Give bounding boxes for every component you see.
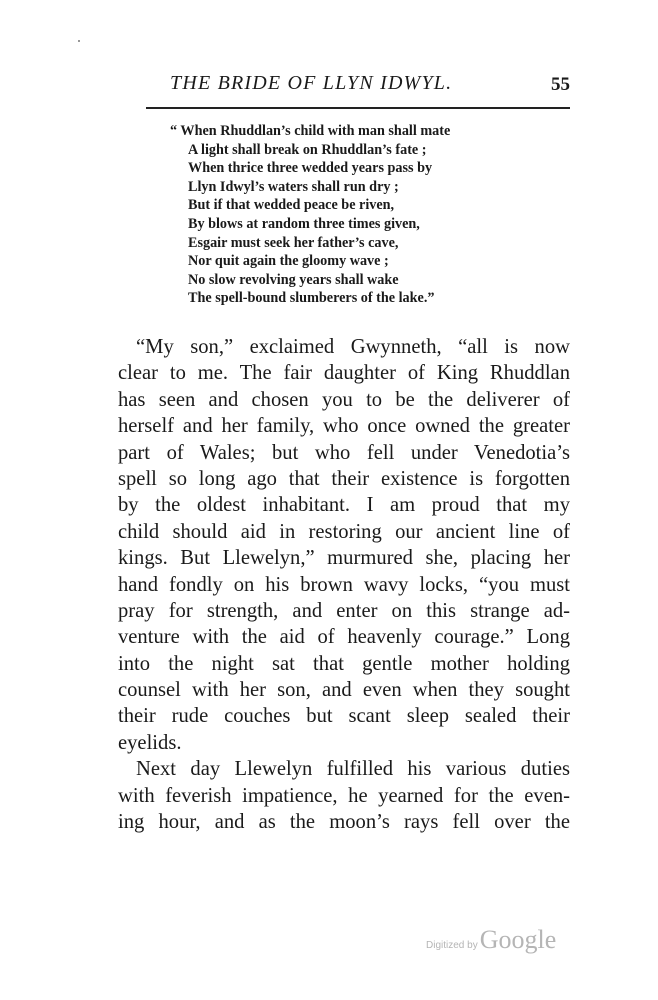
poem-line: The spell-bound slumberers of the lake.” — [188, 290, 435, 307]
body-line-text: hand fondly on his brown wavy locks, “you must — [118, 573, 570, 596]
body-line — [118, 651, 570, 677]
poem-line: Llyn Idwyl’s waters shall run dry ; — [188, 178, 399, 195]
body-line-text: Next day Llewelyn fulfilled his various duties — [136, 758, 570, 781]
poem-line: But if that wedded peace be riven, — [188, 197, 395, 214]
body-line — [118, 387, 570, 413]
body-line-text: “My son,” exclaimed Gwynneth, “all is now — [136, 336, 570, 358]
body-line-text: eyelids. — [118, 731, 182, 754]
poem-line: No slow revolving years shall wake — [188, 271, 399, 288]
body-line — [118, 440, 570, 466]
page-number: 55 — [551, 74, 570, 95]
body-line-text: their rude couches but scant sleep sealed their — [118, 705, 570, 728]
body-line — [118, 703, 570, 729]
body-line-text: kings. But Llewelyn,” murmured she, placing her — [118, 547, 570, 570]
body-line-text: clear to me. The fair daughter of King Rhuddlan — [118, 362, 570, 385]
watermark-prefix: Digitized by — [426, 940, 478, 951]
body-line — [118, 783, 570, 809]
body-line — [118, 809, 570, 835]
watermark-brand: Google — [479, 925, 557, 954]
poem-line: Esgair must seek her father’s cave, — [188, 234, 399, 251]
body-line — [118, 677, 570, 703]
body-line — [118, 730, 570, 756]
body-line — [118, 466, 570, 492]
body-line-text: has seen and chosen you to be the deliverer of — [118, 388, 570, 411]
running-title: THE BRIDE OF LLYN IDWYL. — [170, 72, 453, 94]
body-line — [118, 334, 570, 360]
body-line — [118, 624, 570, 650]
body-line — [118, 492, 570, 518]
poem-line: By blows at random three times given, — [188, 215, 420, 232]
page-header — [148, 72, 570, 100]
body-line-text: counsel with her son, and even when they sought — [118, 679, 570, 702]
header-rule — [146, 107, 570, 109]
body-line-text: with feverish impatience, he yearned for the even- — [118, 784, 570, 807]
digitized-by-google-watermark — [426, 925, 556, 955]
body-line — [118, 598, 570, 624]
body-line — [118, 572, 570, 598]
body-line-text: venture with the aid of heavenly courage.” Long — [118, 626, 570, 649]
body-line-text: into the night sat that gentle mother holding — [118, 652, 570, 675]
body-line — [118, 413, 570, 439]
poem-line: A light shall break on Rhuddlan’s fate ; — [188, 141, 427, 158]
body-line-text: by the oldest inhabitant. I am proud that my — [118, 494, 570, 517]
body-line-text: pray for strength, and enter on this strange ad- — [118, 599, 570, 622]
body-line — [118, 360, 570, 386]
body-line — [118, 519, 570, 545]
poem-verse — [170, 122, 450, 308]
body-line-text: spell so long ago that their existence is forgotten — [118, 467, 570, 490]
body-line-text: part of Wales; but who fell under Venedotia’s — [118, 441, 570, 464]
body-line-text: ing hour, and as the moon’s rays fell over the — [118, 811, 570, 834]
poem-line: “ When Rhuddlan’s child with man shall mate — [170, 123, 451, 139]
body-text — [118, 334, 570, 835]
poem-line: When thrice three wedded years pass by — [188, 160, 433, 177]
body-line — [118, 756, 570, 782]
poem-line: Nor quit again the gloomy wave ; — [188, 253, 389, 270]
body-line-text: herself and her family, who once owned the greater — [118, 415, 570, 438]
scan-speck — [78, 40, 80, 42]
body-line-text: child should aid in restoring our ancient line of — [118, 520, 570, 543]
body-line — [118, 545, 570, 571]
